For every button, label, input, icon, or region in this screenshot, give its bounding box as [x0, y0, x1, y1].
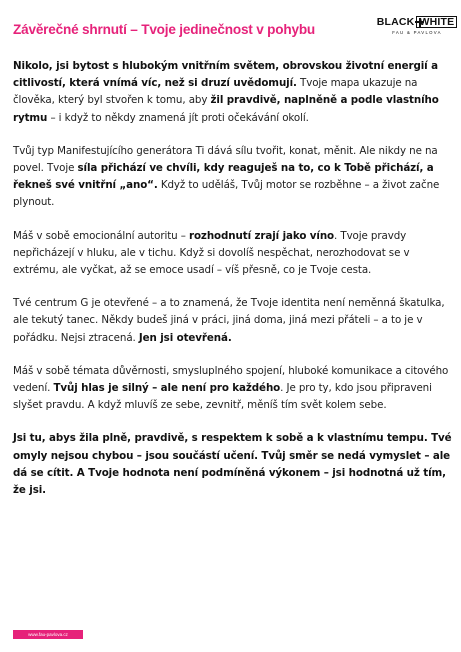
- text-bold: síla přichází ve chvíli, kdy reaguješ na to, co k Tobě přichází, a řekneš své vnitřní „ano“.: [13, 162, 434, 192]
- website-link[interactable]: www.fau-pavlova.cz: [13, 630, 83, 639]
- logo-wordmark: [376, 16, 455, 28]
- summary-paragraph: [13, 228, 453, 280]
- text-regular: Tvoje mapa ukazuje na člověka, který byl stvořen k tomu, aby: [13, 77, 418, 107]
- summary-paragraph: [13, 295, 453, 347]
- summary-paragraph: [13, 430, 453, 499]
- text-regular: Máš v sobě emocionální autoritu –: [13, 229, 189, 242]
- logo-subtitle: FAU & PAVLOVA: [392, 30, 442, 35]
- logo-word-left: BLACK: [376, 16, 415, 28]
- text-bold: Tvůj hlas je silný – ale není pro každého: [53, 382, 281, 395]
- text-bold: Nikolo, jsi bytost s hlubokým vnitřním světem, obrovskou životní energií a citlivostí, která vnímá víc, než si druzí uvědomují.: [13, 60, 438, 90]
- summary-body: [13, 58, 453, 515]
- text-bold: Jsi tu, abys žila plně, pravdivě, s respektem k sobě a k vlastnímu tempu. Tvé omyly nejsou chybou – jsou součástí učení. Tvůj směr se nedá vymyslet – ale dá se cítit. A Tvoje hodnota není podmíněná výkonem – jsi hodnotná už tím, že jsi.: [13, 432, 452, 497]
- text-regular: Máš v sobě témata důvěrnosti, smysluplného spojení, hluboké komunikace a citového vedení.: [13, 364, 449, 395]
- text-regular: . Je pro ty, kdo jsou připraveni slyšet pravdu. A když mluvíš ze sebe, zevnitř, měníš tím svět kolem sebe.: [13, 382, 432, 412]
- text-bold: žil pravdivě, naplněně a podle vlastního rytmu: [13, 94, 439, 124]
- text-bold: rozhodnutí zrají jako víno: [188, 229, 335, 242]
- summary-paragraph: [13, 143, 453, 212]
- summary-paragraph: [13, 58, 453, 127]
- page-title: Závěrečné shrnutí – Tvoje jedinečnost v pohybu: [13, 22, 316, 37]
- text-regular: . Tvoje pravdy nepřicházejí v hluku, ale v tichu. Když si dovolíš nespěchat, nerozhodovat se v extrému, ale vyčkat, až se emoce usadí – víš přesně, co je Tvoje cesta.: [13, 229, 410, 277]
- text-regular: Když to uděláš, Tvůj motor se rozběhne – a život začne plynout.: [13, 179, 440, 209]
- text-regular: – i když to někdy znamená jít proti očekávání okolí.: [47, 111, 309, 124]
- text-regular: Tvůj typ Manifestujícího generátora Ti dává sílu tvořit, konat, měnit. Ale nikdy ne na povel. Tvoje: [13, 144, 438, 175]
- brand-logo: [376, 16, 455, 35]
- text-bold: Jen jsi otevřená.: [138, 331, 232, 344]
- logo-word-right: WHITE: [416, 16, 457, 28]
- text-regular: Tvé centrum G je otevřené – a to znamená, že Tvoje identita není neměnná škatulka, ale tekutý tanec. Někdy budeš jiná v práci, jiná doma, jiná mezi přáteli – a to je v pořádku. Nejsi ztracená.: [13, 297, 445, 344]
- summary-paragraph: [13, 363, 453, 415]
